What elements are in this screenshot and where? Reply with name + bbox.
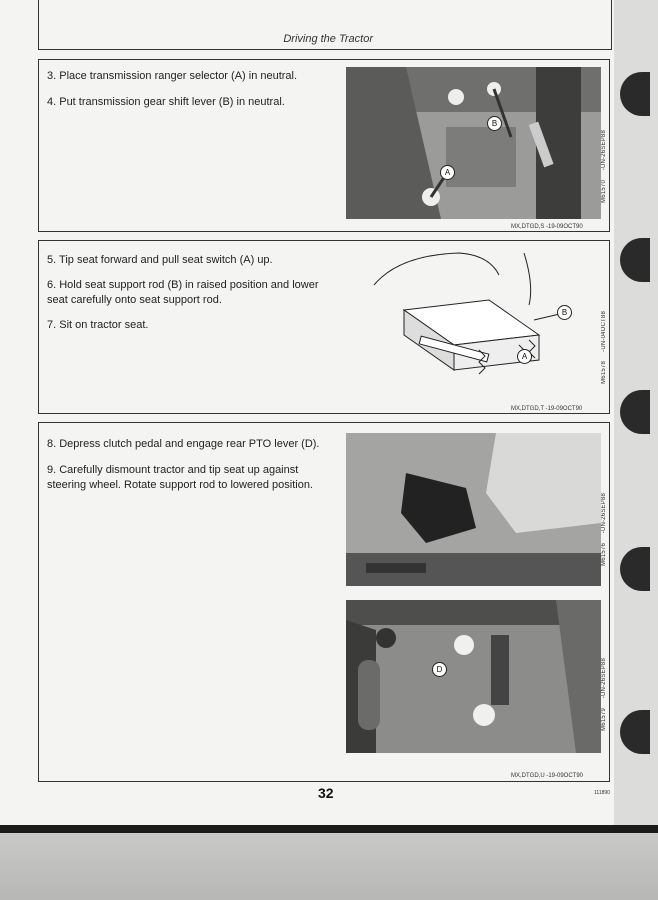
document-code: 111890: [594, 790, 610, 796]
instruction-section: [38, 422, 610, 782]
scanner-background: [0, 833, 658, 900]
transmission-photo: [346, 67, 601, 219]
instruction-section: [38, 240, 610, 414]
callout-a: A: [440, 165, 455, 180]
callout-d: D: [432, 662, 447, 677]
reference-code: MX,DTGD,S -19-09OCT90: [511, 224, 583, 230]
figure-id: -UN-26SEP88: [601, 130, 607, 171]
page-header: [38, 0, 612, 50]
figure-id: M61578: [601, 361, 607, 384]
figure-id: -UN-26SEP88: [601, 658, 607, 699]
figure-id: -UN-26SEP88: [601, 493, 607, 534]
callout-b: B: [557, 305, 572, 320]
step-text: 8. Depress clutch pedal and engage rear PTO lever (D).: [47, 438, 320, 450]
step-text: 7. Sit on tractor seat.: [47, 319, 149, 331]
pto-lever-photo: [346, 600, 601, 753]
figure-id: -UN-04OCT88: [601, 311, 607, 352]
header-title: Driving the Tractor: [283, 33, 373, 45]
page-number: 32: [318, 785, 334, 801]
figure-id: M61579: [601, 708, 607, 731]
reference-code: MX,DTGD,U -19-09OCT90: [511, 773, 584, 779]
step-text: 4. Put transmission gear shift lever (B) in neutral.: [47, 96, 285, 108]
instruction-section: [38, 59, 610, 232]
figure-id: M61576: [601, 543, 607, 566]
reference-code: MX,DTGD,T -19-09OCT90: [511, 406, 583, 412]
seat-diagram: [359, 245, 599, 395]
step-text: 3. Place transmission ranger selector (A) in neutral.: [47, 70, 298, 82]
step-text: 6. Hold seat support rod (B) in raised position and lower seat carefully onto seat support rod.: [47, 279, 319, 306]
step-text: 5. Tip seat forward and pull seat switch (A) up.: [47, 254, 273, 266]
figure-id: M61570: [601, 180, 607, 203]
step-text: 9. Carefully dismount tractor and tip seat up against steering wheel. Rotate support rod to lowered position.: [47, 464, 313, 491]
clutch-pedal-photo: [346, 433, 601, 586]
page-bottom-edge: [0, 825, 658, 833]
callout-a: A: [517, 349, 532, 364]
callout-b: B: [487, 116, 502, 131]
